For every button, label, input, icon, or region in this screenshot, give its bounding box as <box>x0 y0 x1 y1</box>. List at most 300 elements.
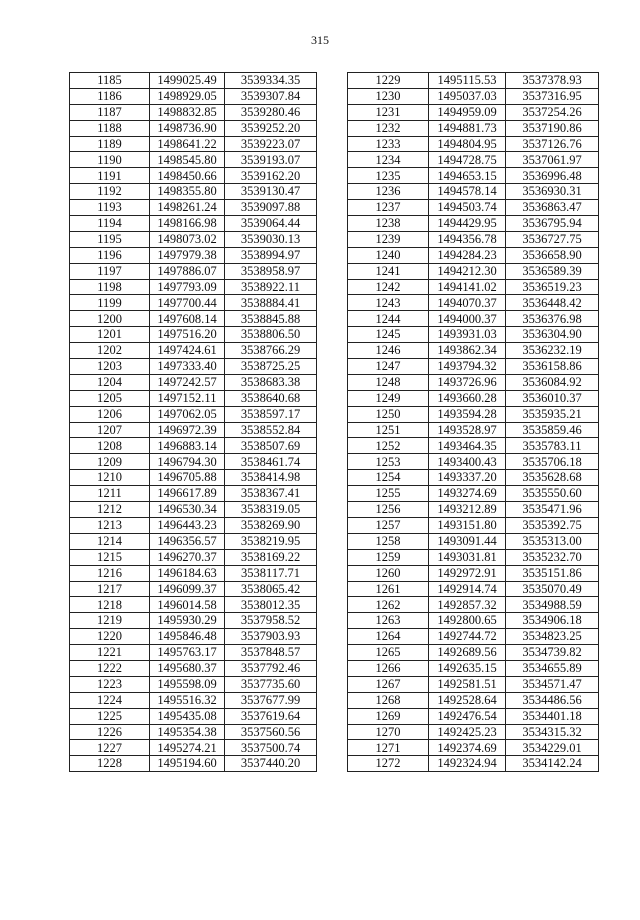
x-coordinate-cell: 1493726.96 <box>429 374 506 390</box>
table-row <box>70 740 317 756</box>
x-coordinate-cell: 1493212.89 <box>429 502 506 518</box>
table-row <box>348 502 599 518</box>
point-id-cell: 1216 <box>70 565 150 581</box>
point-id-cell: 1262 <box>348 597 429 613</box>
point-id-cell: 1200 <box>70 311 150 327</box>
y-coordinate-cell: 3534229.01 <box>506 740 599 756</box>
y-coordinate-cell: 3538367.41 <box>225 486 317 502</box>
y-coordinate-cell: 3539030.13 <box>225 231 317 247</box>
x-coordinate-cell: 1498073.02 <box>150 231 225 247</box>
table-row <box>70 692 317 708</box>
point-id-cell: 1234 <box>348 152 429 168</box>
y-coordinate-cell: 3534823.25 <box>506 629 599 645</box>
table-row <box>70 120 317 136</box>
table-row <box>70 406 317 422</box>
point-id-cell: 1214 <box>70 533 150 549</box>
x-coordinate-cell: 1497608.14 <box>150 311 225 327</box>
point-id-cell: 1193 <box>70 200 150 216</box>
y-coordinate-cell: 3535070.49 <box>506 581 599 597</box>
table-row <box>348 168 599 184</box>
table-row <box>348 136 599 152</box>
x-coordinate-cell: 1494212.30 <box>429 263 506 279</box>
y-coordinate-cell: 3539252.20 <box>225 120 317 136</box>
y-coordinate-cell: 3538806.50 <box>225 327 317 343</box>
x-coordinate-cell: 1493151.80 <box>429 517 506 533</box>
table-row <box>70 470 317 486</box>
table-row <box>348 200 599 216</box>
table-row <box>70 231 317 247</box>
y-coordinate-cell: 3539334.35 <box>225 73 317 89</box>
x-coordinate-cell: 1493594.28 <box>429 406 506 422</box>
point-id-cell: 1258 <box>348 533 429 549</box>
table-row <box>348 438 599 454</box>
table-row <box>70 597 317 613</box>
coordinate-table-right <box>347 72 599 772</box>
x-coordinate-cell: 1492914.74 <box>429 581 506 597</box>
y-coordinate-cell: 3537440.20 <box>225 756 317 772</box>
x-coordinate-cell: 1496270.37 <box>150 549 225 565</box>
point-id-cell: 1240 <box>348 247 429 263</box>
point-id-cell: 1207 <box>70 422 150 438</box>
point-id-cell: 1205 <box>70 390 150 406</box>
y-coordinate-cell: 3537792.46 <box>225 660 317 676</box>
point-id-cell: 1245 <box>348 327 429 343</box>
x-coordinate-cell: 1498736.90 <box>150 120 225 136</box>
point-id-cell: 1233 <box>348 136 429 152</box>
table-row <box>348 263 599 279</box>
point-id-cell: 1263 <box>348 613 429 629</box>
x-coordinate-cell: 1497793.09 <box>150 279 225 295</box>
x-coordinate-cell: 1496099.37 <box>150 581 225 597</box>
table-row <box>348 311 599 327</box>
table-row <box>348 740 599 756</box>
y-coordinate-cell: 3538994.97 <box>225 247 317 263</box>
table-row <box>348 295 599 311</box>
y-coordinate-cell: 3539223.07 <box>225 136 317 152</box>
y-coordinate-cell: 3534988.59 <box>506 597 599 613</box>
point-id-cell: 1185 <box>70 73 150 89</box>
x-coordinate-cell: 1495680.37 <box>150 660 225 676</box>
x-coordinate-cell: 1497979.38 <box>150 247 225 263</box>
y-coordinate-cell: 3538683.38 <box>225 374 317 390</box>
x-coordinate-cell: 1492800.65 <box>429 613 506 629</box>
y-coordinate-cell: 3536232.19 <box>506 343 599 359</box>
point-id-cell: 1202 <box>70 343 150 359</box>
table-row <box>70 676 317 692</box>
y-coordinate-cell: 3537500.74 <box>225 740 317 756</box>
x-coordinate-cell: 1493528.97 <box>429 422 506 438</box>
table-row <box>70 327 317 343</box>
table-row <box>70 517 317 533</box>
x-coordinate-cell: 1492324.94 <box>429 756 506 772</box>
table-row <box>70 502 317 518</box>
y-coordinate-cell: 3538117.71 <box>225 565 317 581</box>
table-row <box>70 565 317 581</box>
y-coordinate-cell: 3538597.17 <box>225 406 317 422</box>
point-id-cell: 1257 <box>348 517 429 533</box>
x-coordinate-cell: 1493400.43 <box>429 454 506 470</box>
x-coordinate-cell: 1493931.03 <box>429 327 506 343</box>
table-row <box>348 517 599 533</box>
coordinate-table-right-body <box>348 73 599 772</box>
table-row <box>70 88 317 104</box>
table-row <box>70 422 317 438</box>
point-id-cell: 1260 <box>348 565 429 581</box>
table-row <box>70 295 317 311</box>
point-id-cell: 1242 <box>348 279 429 295</box>
point-id-cell: 1227 <box>70 740 150 756</box>
x-coordinate-cell: 1494070.37 <box>429 295 506 311</box>
table-row <box>70 216 317 232</box>
point-id-cell: 1213 <box>70 517 150 533</box>
y-coordinate-cell: 3535392.75 <box>506 517 599 533</box>
x-coordinate-cell: 1492374.69 <box>429 740 506 756</box>
table-row <box>348 597 599 613</box>
table-row <box>70 660 317 676</box>
table-row <box>70 581 317 597</box>
y-coordinate-cell: 3536795.94 <box>506 216 599 232</box>
y-coordinate-cell: 3539280.46 <box>225 104 317 120</box>
point-id-cell: 1261 <box>348 581 429 597</box>
point-id-cell: 1222 <box>70 660 150 676</box>
point-id-cell: 1229 <box>348 73 429 89</box>
y-coordinate-cell: 3534739.82 <box>506 645 599 661</box>
table-row <box>70 73 317 89</box>
y-coordinate-cell: 3535859.46 <box>506 422 599 438</box>
y-coordinate-cell: 3535706.18 <box>506 454 599 470</box>
table-row <box>70 708 317 724</box>
y-coordinate-cell: 3536996.48 <box>506 168 599 184</box>
y-coordinate-cell: 3536158.86 <box>506 359 599 375</box>
y-coordinate-cell: 3536589.39 <box>506 263 599 279</box>
x-coordinate-cell: 1495037.03 <box>429 88 506 104</box>
point-id-cell: 1269 <box>348 708 429 724</box>
x-coordinate-cell: 1492744.72 <box>429 629 506 645</box>
point-id-cell: 1228 <box>70 756 150 772</box>
point-id-cell: 1246 <box>348 343 429 359</box>
y-coordinate-cell: 3535935.21 <box>506 406 599 422</box>
y-coordinate-cell: 3536727.75 <box>506 231 599 247</box>
table-row <box>70 390 317 406</box>
x-coordinate-cell: 1493862.34 <box>429 343 506 359</box>
point-id-cell: 1236 <box>348 184 429 200</box>
x-coordinate-cell: 1497152.11 <box>150 390 225 406</box>
coordinate-table-left-body <box>70 73 317 772</box>
point-id-cell: 1189 <box>70 136 150 152</box>
x-coordinate-cell: 1496972.39 <box>150 422 225 438</box>
table-row <box>70 263 317 279</box>
y-coordinate-cell: 3537061.97 <box>506 152 599 168</box>
table-row <box>348 279 599 295</box>
table-row <box>348 486 599 502</box>
point-id-cell: 1187 <box>70 104 150 120</box>
point-id-cell: 1199 <box>70 295 150 311</box>
table-row <box>348 676 599 692</box>
x-coordinate-cell: 1494141.02 <box>429 279 506 295</box>
table-row <box>70 549 317 565</box>
table-row <box>70 343 317 359</box>
table-row <box>348 104 599 120</box>
point-id-cell: 1248 <box>348 374 429 390</box>
point-id-cell: 1215 <box>70 549 150 565</box>
y-coordinate-cell: 3536863.47 <box>506 200 599 216</box>
table-row <box>348 756 599 772</box>
x-coordinate-cell: 1492425.23 <box>429 724 506 740</box>
table-row <box>70 454 317 470</box>
point-id-cell: 1195 <box>70 231 150 247</box>
point-id-cell: 1237 <box>348 200 429 216</box>
y-coordinate-cell: 3538065.42 <box>225 581 317 597</box>
point-id-cell: 1232 <box>348 120 429 136</box>
page-number: 315 <box>311 33 329 47</box>
x-coordinate-cell: 1497424.61 <box>150 343 225 359</box>
table-row <box>348 470 599 486</box>
table-row <box>70 136 317 152</box>
point-id-cell: 1192 <box>70 184 150 200</box>
x-coordinate-cell: 1492972.91 <box>429 565 506 581</box>
y-coordinate-cell: 3537958.52 <box>225 613 317 629</box>
table-row <box>348 454 599 470</box>
table-row <box>70 311 317 327</box>
y-coordinate-cell: 3536304.90 <box>506 327 599 343</box>
y-coordinate-cell: 3539193.07 <box>225 152 317 168</box>
y-coordinate-cell: 3536930.31 <box>506 184 599 200</box>
table-row <box>348 660 599 676</box>
x-coordinate-cell: 1498166.98 <box>150 216 225 232</box>
x-coordinate-cell: 1498545.80 <box>150 152 225 168</box>
table-row <box>348 581 599 597</box>
y-coordinate-cell: 3538219.95 <box>225 533 317 549</box>
table-row <box>348 152 599 168</box>
x-coordinate-cell: 1495930.29 <box>150 613 225 629</box>
point-id-cell: 1239 <box>348 231 429 247</box>
point-id-cell: 1211 <box>70 486 150 502</box>
x-coordinate-cell: 1492857.32 <box>429 597 506 613</box>
point-id-cell: 1218 <box>70 597 150 613</box>
x-coordinate-cell: 1493031.81 <box>429 549 506 565</box>
x-coordinate-cell: 1494653.15 <box>429 168 506 184</box>
y-coordinate-cell: 3538169.22 <box>225 549 317 565</box>
table-row <box>70 374 317 390</box>
y-coordinate-cell: 3538640.68 <box>225 390 317 406</box>
table-row <box>348 645 599 661</box>
x-coordinate-cell: 1497242.57 <box>150 374 225 390</box>
point-id-cell: 1226 <box>70 724 150 740</box>
point-id-cell: 1203 <box>70 359 150 375</box>
x-coordinate-cell: 1492635.15 <box>429 660 506 676</box>
y-coordinate-cell: 3537378.93 <box>506 73 599 89</box>
table-row <box>348 374 599 390</box>
y-coordinate-cell: 3534906.18 <box>506 613 599 629</box>
point-id-cell: 1220 <box>70 629 150 645</box>
point-id-cell: 1186 <box>70 88 150 104</box>
y-coordinate-cell: 3534486.56 <box>506 692 599 708</box>
table-row <box>70 645 317 661</box>
table-row <box>348 343 599 359</box>
x-coordinate-cell: 1496794.30 <box>150 454 225 470</box>
point-id-cell: 1204 <box>70 374 150 390</box>
x-coordinate-cell: 1495194.60 <box>150 756 225 772</box>
x-coordinate-cell: 1495516.32 <box>150 692 225 708</box>
x-coordinate-cell: 1494804.95 <box>429 136 506 152</box>
point-id-cell: 1241 <box>348 263 429 279</box>
x-coordinate-cell: 1493660.28 <box>429 390 506 406</box>
x-coordinate-cell: 1494881.73 <box>429 120 506 136</box>
y-coordinate-cell: 3534655.89 <box>506 660 599 676</box>
x-coordinate-cell: 1498355.80 <box>150 184 225 200</box>
y-coordinate-cell: 3538414.98 <box>225 470 317 486</box>
x-coordinate-cell: 1496014.58 <box>150 597 225 613</box>
x-coordinate-cell: 1497062.05 <box>150 406 225 422</box>
x-coordinate-cell: 1494728.75 <box>429 152 506 168</box>
point-id-cell: 1223 <box>70 676 150 692</box>
x-coordinate-cell: 1498832.85 <box>150 104 225 120</box>
y-coordinate-cell: 3534142.24 <box>506 756 599 772</box>
x-coordinate-cell: 1492581.51 <box>429 676 506 692</box>
point-id-cell: 1210 <box>70 470 150 486</box>
x-coordinate-cell: 1496530.34 <box>150 502 225 518</box>
point-id-cell: 1272 <box>348 756 429 772</box>
point-id-cell: 1219 <box>70 613 150 629</box>
table-row <box>348 724 599 740</box>
table-row <box>348 184 599 200</box>
point-id-cell: 1252 <box>348 438 429 454</box>
y-coordinate-cell: 3539097.88 <box>225 200 317 216</box>
x-coordinate-cell: 1493274.69 <box>429 486 506 502</box>
y-coordinate-cell: 3536519.23 <box>506 279 599 295</box>
y-coordinate-cell: 3535471.96 <box>506 502 599 518</box>
point-id-cell: 1235 <box>348 168 429 184</box>
x-coordinate-cell: 1494284.23 <box>429 247 506 263</box>
x-coordinate-cell: 1497700.44 <box>150 295 225 311</box>
point-id-cell: 1266 <box>348 660 429 676</box>
y-coordinate-cell: 3538725.25 <box>225 359 317 375</box>
table-row <box>70 486 317 502</box>
point-id-cell: 1197 <box>70 263 150 279</box>
x-coordinate-cell: 1497333.40 <box>150 359 225 375</box>
point-id-cell: 1250 <box>348 406 429 422</box>
x-coordinate-cell: 1493794.32 <box>429 359 506 375</box>
y-coordinate-cell: 3537190.86 <box>506 120 599 136</box>
y-coordinate-cell: 3538958.97 <box>225 263 317 279</box>
point-id-cell: 1198 <box>70 279 150 295</box>
y-coordinate-cell: 3538507.69 <box>225 438 317 454</box>
point-id-cell: 1188 <box>70 120 150 136</box>
x-coordinate-cell: 1496443.23 <box>150 517 225 533</box>
x-coordinate-cell: 1495598.09 <box>150 676 225 692</box>
point-id-cell: 1206 <box>70 406 150 422</box>
point-id-cell: 1254 <box>348 470 429 486</box>
y-coordinate-cell: 3539162.20 <box>225 168 317 184</box>
table-row <box>70 184 317 200</box>
point-id-cell: 1247 <box>348 359 429 375</box>
y-coordinate-cell: 3537619.64 <box>225 708 317 724</box>
x-coordinate-cell: 1496705.88 <box>150 470 225 486</box>
y-coordinate-cell: 3538552.84 <box>225 422 317 438</box>
point-id-cell: 1243 <box>348 295 429 311</box>
table-row <box>348 533 599 549</box>
x-coordinate-cell: 1495435.08 <box>150 708 225 724</box>
y-coordinate-cell: 3538269.90 <box>225 517 317 533</box>
point-id-cell: 1238 <box>348 216 429 232</box>
point-id-cell: 1209 <box>70 454 150 470</box>
point-id-cell: 1255 <box>348 486 429 502</box>
point-id-cell: 1221 <box>70 645 150 661</box>
point-id-cell: 1249 <box>348 390 429 406</box>
table-row <box>70 104 317 120</box>
table-row <box>70 168 317 184</box>
table-row <box>70 359 317 375</box>
y-coordinate-cell: 3536448.42 <box>506 295 599 311</box>
y-coordinate-cell: 3538884.41 <box>225 295 317 311</box>
point-id-cell: 1244 <box>348 311 429 327</box>
table-row <box>70 756 317 772</box>
x-coordinate-cell: 1492689.56 <box>429 645 506 661</box>
y-coordinate-cell: 3536084.92 <box>506 374 599 390</box>
point-id-cell: 1230 <box>348 88 429 104</box>
y-coordinate-cell: 3538319.05 <box>225 502 317 518</box>
point-id-cell: 1208 <box>70 438 150 454</box>
table-row <box>348 73 599 89</box>
y-coordinate-cell: 3536010.37 <box>506 390 599 406</box>
point-id-cell: 1271 <box>348 740 429 756</box>
y-coordinate-cell: 3535783.11 <box>506 438 599 454</box>
point-id-cell: 1265 <box>348 645 429 661</box>
point-id-cell: 1264 <box>348 629 429 645</box>
table-row <box>348 120 599 136</box>
y-coordinate-cell: 3539130.47 <box>225 184 317 200</box>
table-row <box>70 247 317 263</box>
x-coordinate-cell: 1493337.20 <box>429 470 506 486</box>
y-coordinate-cell: 3534401.18 <box>506 708 599 724</box>
x-coordinate-cell: 1495846.48 <box>150 629 225 645</box>
table-row <box>70 629 317 645</box>
point-id-cell: 1256 <box>348 502 429 518</box>
x-coordinate-cell: 1494000.37 <box>429 311 506 327</box>
point-id-cell: 1212 <box>70 502 150 518</box>
x-coordinate-cell: 1494503.74 <box>429 200 506 216</box>
x-coordinate-cell: 1495354.38 <box>150 724 225 740</box>
table-row <box>348 629 599 645</box>
point-id-cell: 1217 <box>70 581 150 597</box>
point-id-cell: 1191 <box>70 168 150 184</box>
x-coordinate-cell: 1496617.89 <box>150 486 225 502</box>
table-row <box>348 692 599 708</box>
table-row <box>348 390 599 406</box>
y-coordinate-cell: 3535313.00 <box>506 533 599 549</box>
table-row <box>348 708 599 724</box>
table-row <box>70 200 317 216</box>
table-row <box>348 327 599 343</box>
x-coordinate-cell: 1498929.05 <box>150 88 225 104</box>
table-row <box>348 88 599 104</box>
point-id-cell: 1253 <box>348 454 429 470</box>
y-coordinate-cell: 3534315.32 <box>506 724 599 740</box>
point-id-cell: 1251 <box>348 422 429 438</box>
y-coordinate-cell: 3538766.29 <box>225 343 317 359</box>
y-coordinate-cell: 3535151.86 <box>506 565 599 581</box>
x-coordinate-cell: 1492476.54 <box>429 708 506 724</box>
table-row <box>348 216 599 232</box>
table-row <box>70 533 317 549</box>
x-coordinate-cell: 1498261.24 <box>150 200 225 216</box>
table-row <box>70 152 317 168</box>
table-row <box>70 613 317 629</box>
y-coordinate-cell: 3537677.99 <box>225 692 317 708</box>
coordinate-table-left <box>69 72 317 772</box>
table-row <box>348 247 599 263</box>
point-id-cell: 1225 <box>70 708 150 724</box>
